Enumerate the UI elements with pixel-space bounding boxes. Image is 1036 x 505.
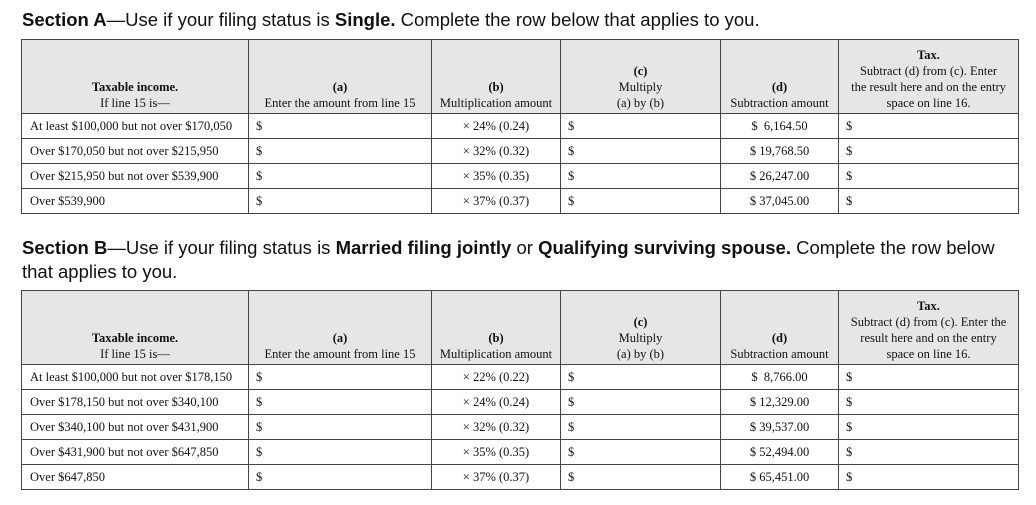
col-a-header (249, 40, 432, 114)
multiplication-amount: × 24% (0.24) (432, 114, 561, 139)
subtraction-amount (721, 189, 839, 214)
amount-a-field[interactable]: $ (249, 365, 432, 390)
section-b-or: or (511, 237, 539, 258)
subtraction-amount (721, 440, 839, 465)
col-tax-sub3: space on line 16. (886, 96, 971, 110)
multiplication-amount: × 35% (0.35) (432, 440, 561, 465)
col-a-sub: Enter the amount from line 15 (264, 347, 416, 361)
col-b-sub: Multiplication amount (439, 347, 553, 361)
col-b-label: (b) (488, 80, 504, 94)
table-row (22, 164, 1019, 189)
amount-a-field[interactable]: $ (249, 189, 432, 214)
section-a-heading (22, 8, 760, 32)
tax-field[interactable]: $ (839, 114, 1019, 139)
amount-c-field[interactable]: $ (561, 415, 721, 440)
multiplication-amount: × 32% (0.32) (432, 139, 561, 164)
subtraction-amount-value: $ 8,766.00 (751, 369, 808, 384)
col-tax-sub1: Subtract (d) from (c). Enter the (850, 315, 1007, 329)
section-b-text1: Use if your filing status is (125, 237, 336, 258)
table-row (22, 415, 1019, 440)
income-range: At least $100,000 but not over $170,050 (22, 114, 249, 139)
table-row (22, 365, 1019, 390)
subtraction-amount-value: $ 37,045.00 (749, 193, 810, 208)
subtraction-amount (721, 465, 839, 490)
col-tax-label: Tax. (917, 299, 940, 313)
income-header-sub: If line 15 is— (100, 96, 170, 110)
col-c-header (561, 40, 721, 114)
col-tax-label: Tax. (917, 48, 940, 62)
section-b-dash: — (107, 237, 126, 258)
amount-a-field[interactable]: $ (249, 164, 432, 189)
col-a-label: (a) (332, 80, 348, 94)
table-row (22, 114, 1019, 139)
section-b-table (21, 290, 1019, 490)
section-a-status: Single. (334, 9, 396, 30)
col-c-sub1: Multiply (618, 331, 663, 345)
col-a-label: (a) (332, 331, 348, 345)
col-a-header (249, 291, 432, 365)
income-header (22, 40, 249, 114)
col-d-header (721, 291, 839, 365)
col-tax-header (839, 40, 1019, 114)
section-a-header-row (22, 40, 1019, 114)
subtraction-amount-value: $ 52,494.00 (749, 444, 810, 459)
table-row (22, 440, 1019, 465)
subtraction-amount (721, 415, 839, 440)
section-a-text1: Use if your filing status is (125, 9, 335, 30)
col-a-sub: Enter the amount from line 15 (264, 96, 416, 110)
income-range: Over $647,850 (22, 465, 249, 490)
col-c-sub2: (a) by (b) (616, 347, 665, 361)
tax-field[interactable]: $ (839, 189, 1019, 214)
section-b-status2: Qualifying surviving spouse. (538, 237, 791, 258)
col-c-label: (c) (633, 315, 648, 329)
tax-field[interactable]: $ (839, 440, 1019, 465)
amount-a-field[interactable]: $ (249, 465, 432, 490)
section-a-text2: Complete the row below that applies to you. (395, 9, 760, 30)
col-c-header (561, 291, 721, 365)
col-d-sub: Subtraction amount (730, 96, 829, 110)
col-d-sub: Subtraction amount (730, 347, 829, 361)
subtraction-amount-value: $ 19,768.50 (749, 143, 810, 158)
col-d-label: (d) (771, 331, 788, 345)
tax-field[interactable]: $ (839, 139, 1019, 164)
multiplication-amount: × 32% (0.32) (432, 415, 561, 440)
income-range: Over $178,150 but not over $340,100 (22, 390, 249, 415)
col-tax-sub2: the result here and on the entry (851, 80, 1006, 94)
subtraction-amount (721, 365, 839, 390)
multiplication-amount: × 37% (0.37) (432, 189, 561, 214)
section-a-table (21, 39, 1019, 214)
tax-field[interactable]: $ (839, 390, 1019, 415)
subtraction-amount-value: $ 12,329.00 (749, 394, 810, 409)
amount-c-field[interactable]: $ (561, 390, 721, 415)
amount-c-field[interactable]: $ (561, 114, 721, 139)
col-tax-sub3: space on line 16. (886, 347, 971, 361)
amount-c-field[interactable]: $ (561, 440, 721, 465)
col-tax-header (839, 291, 1019, 365)
income-range: Over $215,950 but not over $539,900 (22, 164, 249, 189)
amount-c-field[interactable]: $ (561, 189, 721, 214)
amount-c-field[interactable]: $ (561, 139, 721, 164)
subtraction-amount (721, 164, 839, 189)
amount-a-field[interactable]: $ (249, 440, 432, 465)
table-row (22, 139, 1019, 164)
section-b-heading (22, 236, 1022, 284)
col-b-header (432, 291, 561, 365)
multiplication-amount: × 37% (0.37) (432, 465, 561, 490)
table-row (22, 189, 1019, 214)
tax-field[interactable]: $ (839, 365, 1019, 390)
income-range: Over $170,050 but not over $215,950 (22, 139, 249, 164)
income-header-label: Taxable income. (91, 80, 179, 94)
subtraction-amount (721, 139, 839, 164)
income-header (22, 291, 249, 365)
income-range: Over $340,100 but not over $431,900 (22, 415, 249, 440)
multiplication-amount: × 22% (0.22) (432, 365, 561, 390)
col-b-label: (b) (488, 331, 504, 345)
subtraction-amount (721, 114, 839, 139)
multiplication-amount: × 35% (0.35) (432, 164, 561, 189)
col-c-label: (c) (633, 64, 648, 78)
subtraction-amount-value: $ 6,164.50 (751, 118, 808, 133)
income-header-sub: If line 15 is— (100, 347, 170, 361)
table-row (22, 465, 1019, 490)
subtraction-amount-value: $ 39,537.00 (749, 419, 810, 434)
col-d-header (721, 40, 839, 114)
subtraction-amount-value: $ 65,451.00 (749, 469, 810, 484)
income-range: At least $100,000 but not over $178,150 (22, 365, 249, 390)
amount-c-field[interactable]: $ (561, 465, 721, 490)
section-b-status1: Married filing jointly (335, 237, 512, 258)
amount-a-field[interactable]: $ (249, 139, 432, 164)
income-range: Over $539,900 (22, 189, 249, 214)
tax-field[interactable]: $ (839, 164, 1019, 189)
income-header-label: Taxable income. (91, 331, 179, 345)
col-tax-sub1: Subtract (d) from (c). Enter (859, 64, 998, 78)
col-c-sub1: Multiply (618, 80, 663, 94)
col-b-header (432, 40, 561, 114)
col-b-sub: Multiplication amount (439, 96, 553, 110)
income-range: Over $431,900 but not over $647,850 (22, 440, 249, 465)
section-b-lead: Section B (22, 237, 108, 258)
multiplication-amount: × 24% (0.24) (432, 390, 561, 415)
tax-field[interactable]: $ (839, 415, 1019, 440)
amount-c-field[interactable]: $ (561, 164, 721, 189)
tax-field[interactable]: $ (839, 465, 1019, 490)
section-a-lead: Section A (22, 9, 107, 30)
col-tax-sub2: result here and on the entry (860, 331, 997, 345)
amount-c-field[interactable]: $ (561, 365, 721, 390)
amount-a-field[interactable]: $ (249, 114, 432, 139)
amount-a-field[interactable]: $ (249, 390, 432, 415)
section-a-dash: — (106, 9, 126, 30)
col-d-label: (d) (771, 80, 788, 94)
subtraction-amount (721, 390, 839, 415)
table-row (22, 390, 1019, 415)
subtraction-amount-value: $ 26,247.00 (749, 168, 810, 183)
amount-a-field[interactable]: $ (249, 415, 432, 440)
section-b-text2: Complete the row below that applies to you. (22, 237, 995, 282)
col-c-sub2: (a) by (b) (616, 96, 665, 110)
section-b-header-row (22, 291, 1019, 365)
